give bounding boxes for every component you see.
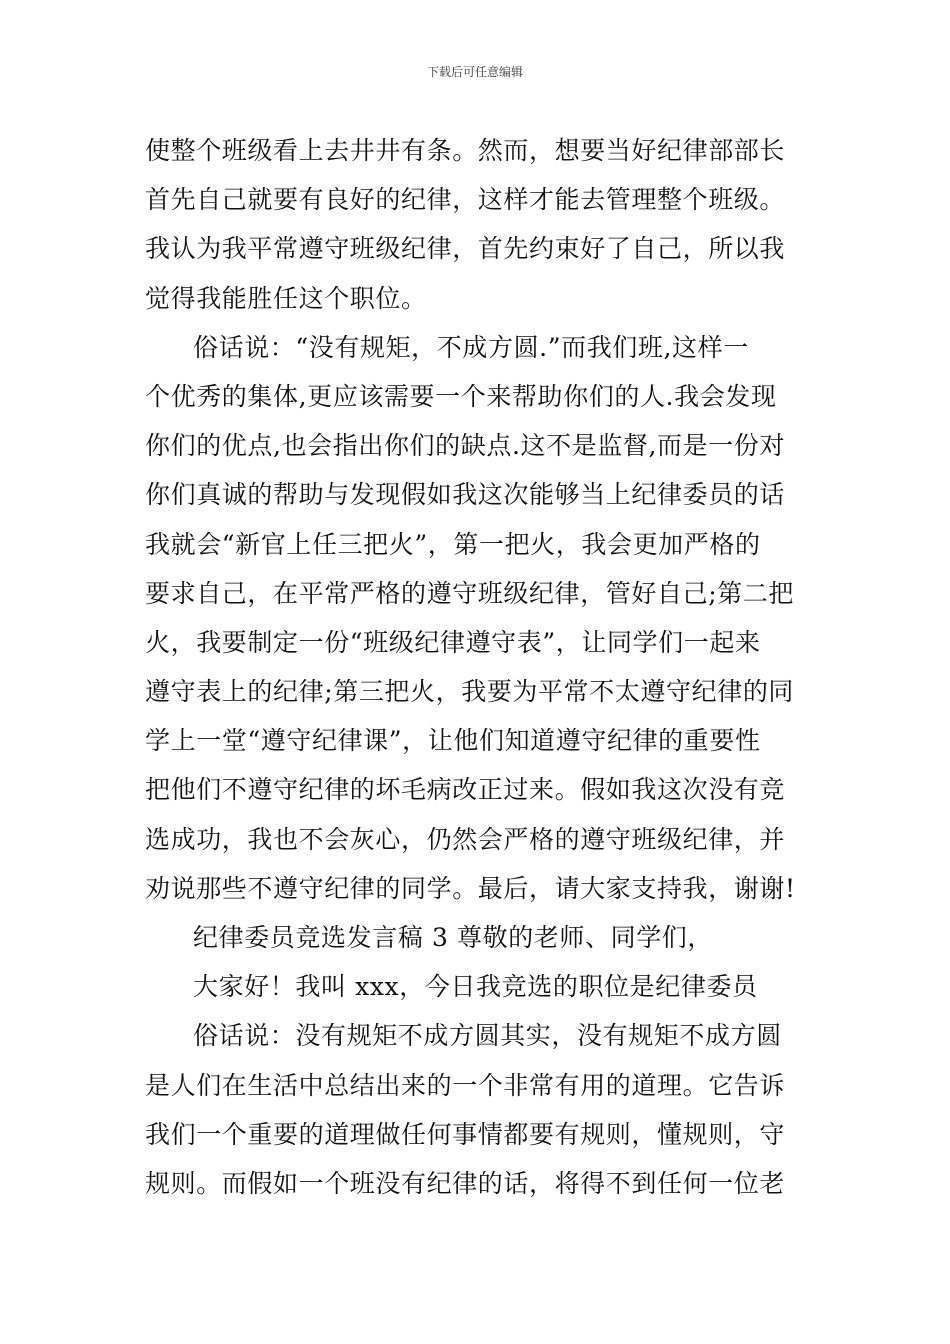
text-line: 俗话说：没有规矩不成方圆其实，没有规矩不成方圆	[193, 1021, 782, 1051]
text-line: 我认为我平常遵守班级纪律，首先约束好了自己，所以我	[145, 234, 786, 264]
text-line: 俗话说：“没有规矩，不成方圆.”而我们班,这样一	[193, 332, 749, 362]
text-line: 首先自己就要有良好的纪律，这样才能去管理整个班级。	[145, 185, 786, 215]
text-line: 是人们在生活中总结出来的一个非常有用的道理。它告诉	[145, 1070, 786, 1100]
text-line: 火，我要制定一份“班级纪律遵守表”，让同学们一起来	[145, 627, 761, 657]
text-line: 使整个班级看上去井井有条。然而，想要当好纪律部部长	[145, 136, 786, 165]
text-line: 规则。而假如一个班没有纪律的话，将得不到任何一位老	[145, 1168, 786, 1198]
text-line: 纪律委员竞选发言稿 3 尊敬的老师、同学们，	[193, 923, 714, 952]
text-line: 个优秀的集体,更应该需要一个来帮助你们的人.我会发现	[145, 381, 777, 411]
text-line: 你们真诚的帮助与发现假如我这次能够当上纪律委员的话	[145, 480, 786, 510]
text-line: 遵守表上的纪律;第三把火，我要为平常不太遵守纪律的同	[145, 677, 795, 707]
text-line: 学上一堂“遵守纪律课”，让他们知道遵守纪律的重要性	[145, 726, 761, 756]
text-line: 劝说那些不遵守纪律的同学。最后，请大家支持我，谢谢!	[145, 873, 796, 903]
text-line: 要求自己，在平常严格的遵守班级纪律，管好自己;第二把	[145, 578, 795, 608]
text-line: 我就会“新官上任三把火”，第一把火，我会更加严格的	[145, 529, 761, 559]
text-line: 觉得我能胜任这个职位。	[145, 283, 427, 313]
document-body	[145, 126, 815, 1208]
text-line: 大家好！我叫 xxx，今日我竞选的职位是纪律委员	[193, 972, 758, 1002]
text-line: 你们的优点,也会指出你们的缺点.这不是监督,而是一份对	[145, 431, 786, 461]
text-line: 选成功，我也不会灰心，仍然会严格的遵守班级纪律，并	[145, 824, 786, 854]
text-line: 我们一个重要的道理做任何事情都要有规则，懂规则，守	[145, 1119, 786, 1149]
text-line: 把他们不遵守纪律的坏毛病改正过来。假如我这次没有竞	[145, 775, 786, 805]
page-header: 下载后可任意编辑	[426, 65, 523, 79]
